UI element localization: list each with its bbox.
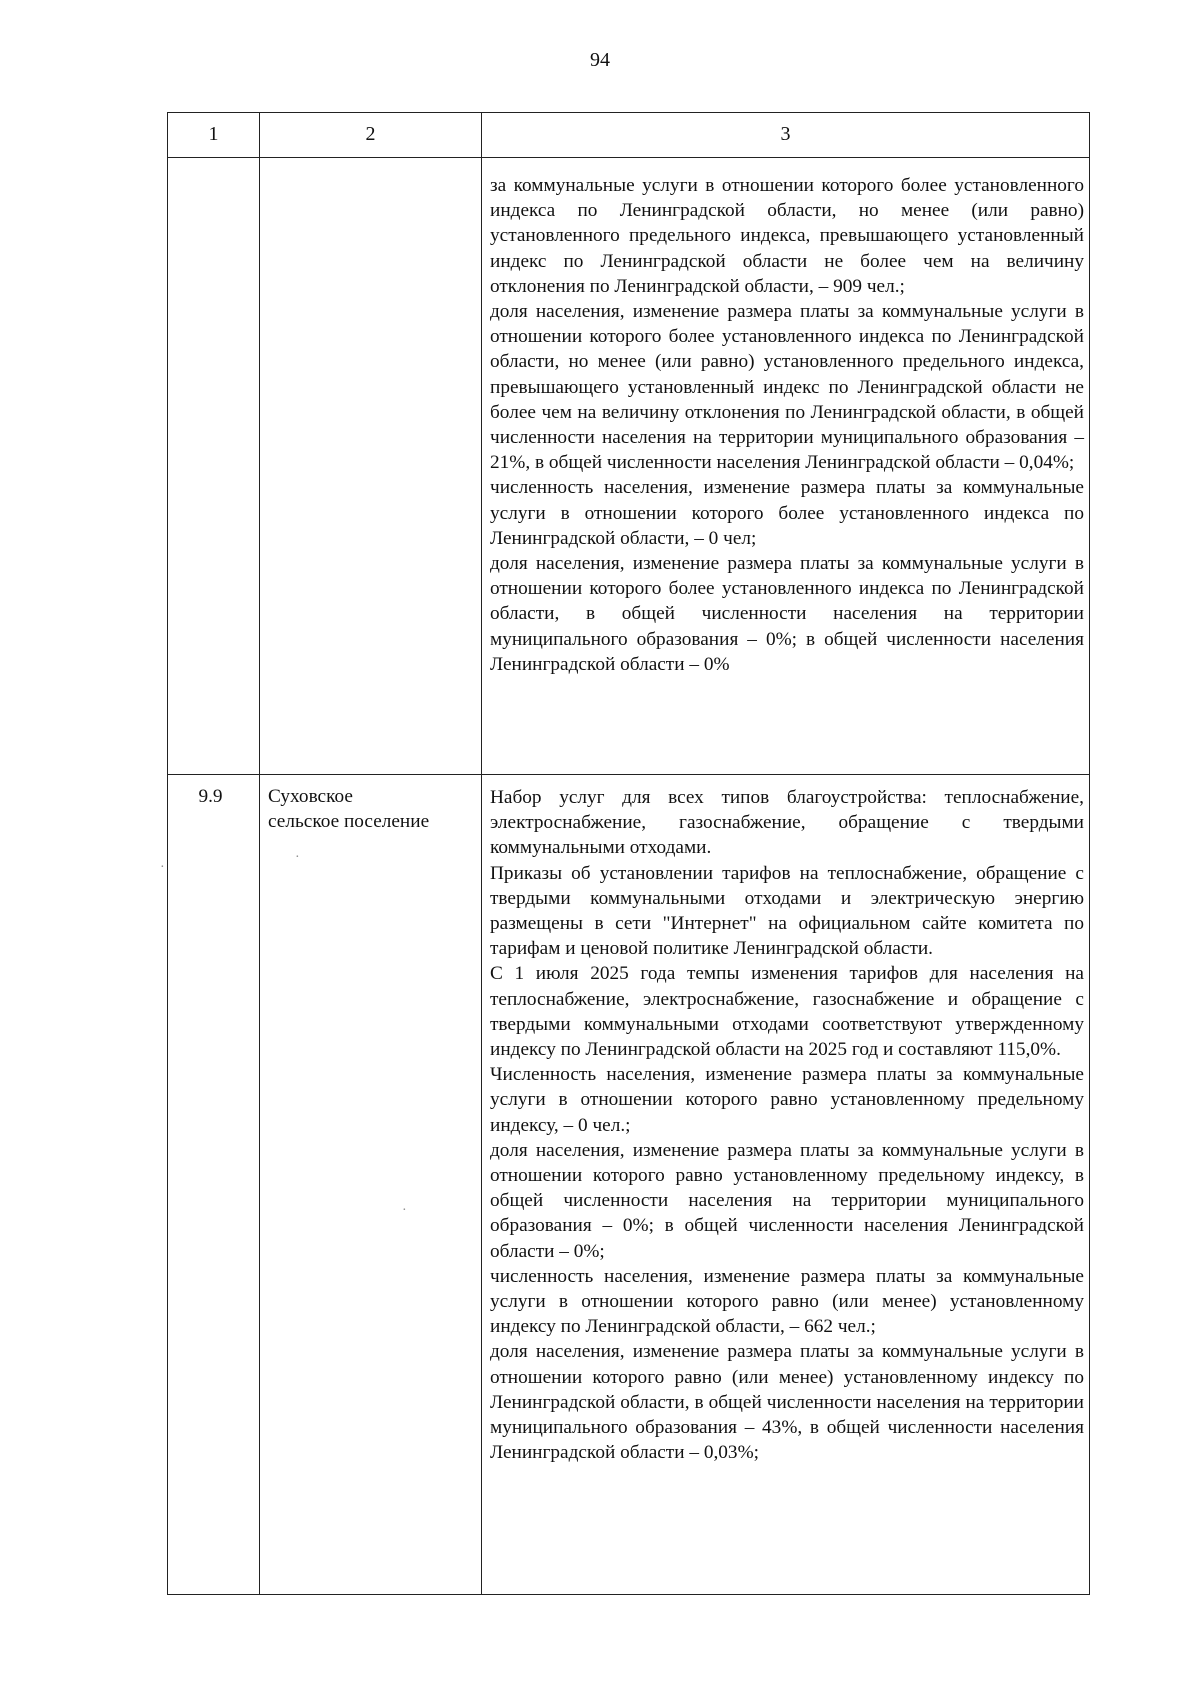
paragraph: доля населения, изменение размера платы за коммунальные услуги в отношении которого более установленного индекса по Ленинградской области, в общей численности населения на территории муниципального образования – 0%; в общей численности населения Ленинградской области – 0% xyxy=(490,553,1084,675)
paragraph: доля населения, изменение размера платы за коммунальные услуги в отношении которого равно установленному предельному индексу, в общей численности населения на территории муниципального образования – 0%; в общей численности населения Ленинградской области – 0%; xyxy=(490,1139,1084,1262)
scan-speck: · xyxy=(402,1203,407,1218)
row-number: 9.9 xyxy=(168,775,260,1595)
column-header-1: 1 xyxy=(168,113,260,158)
paragraph: доля населения, изменение размера платы за коммунальные услуги в отношении которого равно (или менее) установленному индексу по Ленинградской области, в общей численности населения на территории муниципального образования – 43%, в общей численности населения Ленинградской области – 0,03%; xyxy=(490,1341,1084,1464)
column-header-3: 3 xyxy=(482,113,1090,158)
row-name-line-1: Суховское xyxy=(268,786,353,807)
table-row-continuation xyxy=(168,158,1090,775)
row-name-cell-empty xyxy=(260,158,482,775)
paragraph: С 1 июля 2025 года темпы изменения тарифов для населения на теплоснабжение, электроснабжение, газоснабжение и обращение с твердыми коммунальными отходами соответствуют утвержденному индексу по Ленинградской области на 2025 год и составляют 115,0%. xyxy=(490,963,1084,1061)
table-header-row xyxy=(168,113,1090,158)
row-number-cell-empty xyxy=(168,158,260,775)
scan-speck: · xyxy=(295,850,300,865)
paragraph: доля населения, изменение размера платы за коммунальные услуги в отношении которого более установленного индекса по Ленинградской области, но менее (или равно) установленного предельного индекса, превышающего установленный индекс по Ленинградской области не более чем на величину отклонения по Ленинградской области, в общей численности населения на территории муниципального образования – 21%, в общей численности населения Ленинградской области – 0,04%; xyxy=(490,301,1084,474)
page-number: 94 xyxy=(590,49,610,71)
column-header-2: 2 xyxy=(260,113,482,158)
row-name xyxy=(260,775,482,1595)
paragraph: за коммунальные услуги в отношении которого более установленного индекса по Ленинградской области, но менее (или равно) установленного предельного индекса, превышающего установленный индекс по Ленинградской области не более чем на величину отклонения по Ленинградской области, – 909 чел.; xyxy=(490,175,1084,297)
table-row-9-9 xyxy=(168,775,1090,1595)
paragraph: Приказы об установлении тарифов на теплоснабжение, обращение с твердыми коммунальными отходами и электрическую энергию размещены в сети "Интернет" на официальном сайте комитета по тарифам и ценовой политике Ленинградской области. xyxy=(490,862,1084,960)
paragraph: численность населения, изменение размера платы за коммунальные услуги в отношении которого равно (или менее) установленному индексу по Ленинградской области, – 662 чел.; xyxy=(490,1265,1084,1338)
row-name-line-2: сельское поселение xyxy=(268,811,430,833)
row-text-cell xyxy=(482,158,1090,775)
paragraph: Набор услуг для всех типов благоустройства: теплоснабжение, электроснабжение, газоснабжение, обращение с твердыми коммунальными отходами. xyxy=(490,787,1084,859)
paragraph: численность населения, изменение размера платы за коммунальные услуги в отношении которого более установленного индекса по Ленинградской области, – 0 чел; xyxy=(490,477,1084,549)
row-text-cell xyxy=(482,775,1090,1595)
scan-speck: · xyxy=(160,860,165,875)
paragraph: Численность населения, изменение размера платы за коммунальные услуги в отношении которого равно установленному предельному индексу, – 0 чел.; xyxy=(490,1064,1084,1136)
data-table xyxy=(167,112,1090,1595)
